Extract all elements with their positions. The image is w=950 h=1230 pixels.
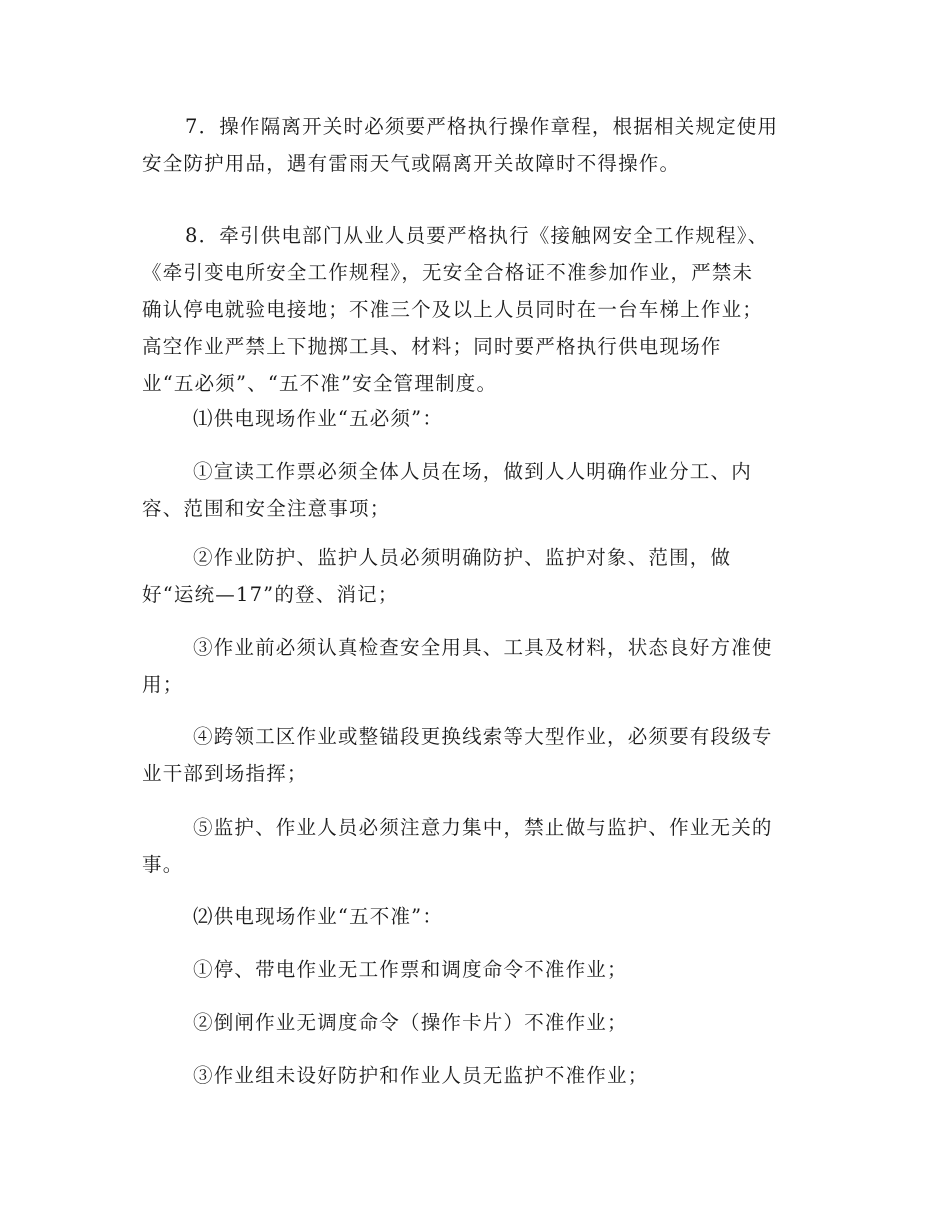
list-item-line: ④跨领工区作业或整锚段更换线索等大型作业，必须要有段级专 [193,725,773,748]
list-item-must-2 [142,539,814,613]
section-heading: ⑵供电现场作业“五不准”： [193,905,444,928]
list-item-line: ③作业组未设好防护和作业人员无监护不准作业； [193,1064,649,1087]
list-item-line: ①停、带电作业无工作票和调度命令不准作业； [193,958,628,981]
list-item-prohibit-1 [142,951,814,988]
list-item-line: ①宣读工作票必须全体人员在场，做到人人明确作业分工、内 [193,460,752,483]
paragraph-7 [142,108,814,182]
list-item-must-4 [142,718,814,792]
section-heading: ⑴供电现场作业“五必须”： [193,407,444,430]
section-heading-five-musts [142,400,814,437]
list-item-line: ②倒闸作业无调度命令（操作卡片）不准作业； [193,1011,628,1034]
list-item-must-3 [142,629,814,703]
list-item-line: 容、范围和安全注意事项； [142,497,391,520]
list-item-line: 业干部到场指挥； [142,762,308,785]
list-item-line: 事。 [142,853,184,876]
paragraph-8 [142,217,814,402]
list-item-prohibit-3 [142,1057,814,1094]
paragraph-line: 业“五必须”、“五不准”安全管理制度。 [142,372,498,395]
paragraph-line: 《牵引变电所安全工作规程》，无安全合格证不准参加作业，严禁未 [142,261,754,284]
section-heading-five-prohibitions [142,898,814,935]
list-item-line: ③作业前必须认真检查安全用具、工具及材料，状态良好方准使 [193,636,773,659]
list-item-prohibit-2 [142,1004,814,1041]
list-item-line: ②作业防护、监护人员必须明确防护、监护对象、范围，做 [193,546,732,569]
list-item-must-5 [142,809,814,883]
list-item-line: 用； [142,673,184,696]
list-item-line: ⑤监护、作业人员必须注意力集中，禁止做与监护、作业无关的 [193,816,773,839]
paragraph-line: 确认停电就验电接地；不准三个及以上人员同时在一台车梯上作业； [142,298,764,321]
paragraph-line: 安全防护用品，遇有雷雨天气或隔离开关故障时不得操作。 [142,152,681,175]
paragraph-line: 7．操作隔离开关时必须要严格执行操作章程，根据相关规定使用 [185,115,779,138]
list-item-line: 好“运统—17”的登、消记； [142,583,399,606]
paragraph-line: 8．牵引供电部门从业人员要严格执行《接触网安全工作规程》、 [185,224,769,247]
paragraph-line: 高空作业严禁上下抛掷工具、材料；同时要严格执行供电现场作 [142,335,722,358]
list-item-must-1 [142,453,814,527]
